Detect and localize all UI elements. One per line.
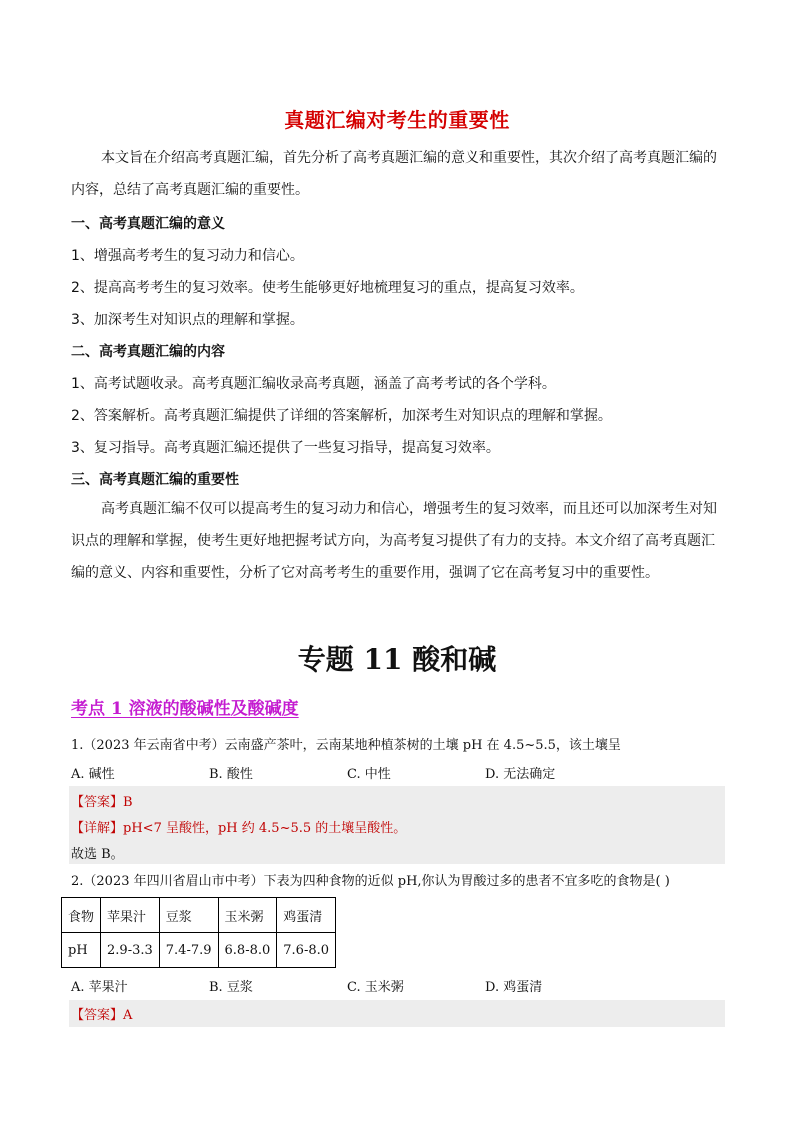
- table-row: [62, 898, 336, 933]
- table-cell: 6.8-8.0: [218, 933, 277, 968]
- topic-title: 专题 11 酸和碱: [297, 643, 497, 676]
- table-cell: 玉米粥: [218, 898, 277, 933]
- table-cell: 2.9-3.3: [101, 933, 160, 968]
- question-2-stem: 2.（2023 年四川省眉山市中考）下表为四种食物的近似 pH,你认为胃酸过多的患者不宜多吃的食物是( ): [71, 874, 670, 889]
- answer-tag: 【答案】: [71, 795, 124, 810]
- section1-item: 1、增强高考考生的复习动力和信心。: [71, 248, 304, 264]
- question-1-option-d: D. 无法确定: [485, 767, 556, 782]
- question-2-option-b: B. 豆浆: [209, 980, 253, 995]
- section3-heading: 三、高考真题汇编的重要性: [71, 472, 239, 488]
- intro-summary: 本文旨在介绍高考真题汇编，首先分析了高考真题汇编的意义和重要性，其次介绍了高考真题汇编的内容，总结了高考真题汇编的重要性。: [71, 150, 717, 198]
- table-cell: pH: [62, 933, 101, 968]
- detail-tag: 【详解】: [71, 821, 124, 836]
- question-2-option-c: C. 玉米粥: [347, 980, 404, 995]
- section1-item: 3、加深考生对知识点的理解和掌握。: [71, 312, 304, 328]
- question-2-option-d: D. 鸡蛋清: [485, 980, 543, 995]
- table-cell: 豆浆: [159, 898, 218, 933]
- table-cell: 7.6-8.0: [277, 933, 336, 968]
- conclusion-line-1: 故选 B。: [71, 847, 124, 862]
- table-cell: 鸡蛋清: [277, 898, 336, 933]
- answer-block-2: [69, 1000, 725, 1027]
- question-1-option-a: A. 碱性: [71, 767, 115, 782]
- table-cell: 食物: [62, 898, 101, 933]
- section1-heading: 一、高考真题汇编的意义: [71, 216, 225, 232]
- section1-item: 2、提高高考考生的复习效率。使考生能够更好地梳理复习的重点，提高复习效率。: [71, 280, 584, 296]
- question-2-option-a: A. 苹果汁: [71, 980, 128, 995]
- answer-value: B: [123, 795, 133, 810]
- section2-heading: 二、高考真题汇编的内容: [71, 344, 225, 360]
- detail-text: pH<7 呈酸性，pH 约 4.5~5.5 的土壤呈酸性。: [123, 821, 407, 836]
- table-row: [62, 933, 336, 968]
- answer-tag: 【答案】: [71, 1008, 124, 1023]
- page-title: 真题汇编对考生的重要性: [284, 108, 510, 132]
- section2-item: 2、答案解析。高考真题汇编提供了详细的答案解析，加深考生对知识点的理解和掌握。: [71, 408, 612, 424]
- answer-line-1: [71, 791, 133, 810]
- section2-item: 3、复习指导。高考真题汇编还提供了一些复习指导，提高复习效率。: [71, 440, 500, 456]
- answer-value: A: [123, 1008, 133, 1023]
- question-1-option-b: B. 酸性: [209, 767, 253, 782]
- table-cell: 7.4-7.9: [159, 933, 218, 968]
- ph-table: [61, 897, 336, 968]
- kaodian-heading: 考点 1 溶液的酸碱性及酸碱度: [71, 699, 299, 719]
- detail-line-1: [71, 817, 406, 836]
- answer-line-2: [71, 1004, 132, 1023]
- question-1-option-c: C. 中性: [347, 767, 391, 782]
- section2-item: 1、高考试题收录。高考真题汇编收录高考真题，涵盖了高考考试的各个学科。: [71, 376, 556, 392]
- table-cell: 苹果汁: [101, 898, 160, 933]
- question-1-stem: 1.（2023 年云南省中考）云南盛产茶叶，云南某地种植茶树的土壤 pH 在 4.5~5.5，该土壤呈: [71, 738, 621, 753]
- conclusion-paragraph: 高考真题汇编不仅可以提高考生的复习动力和信心，增强考生的复习效率，而且还可以加深考生对知识点的理解和掌握，使考生更好地把握考试方向，为高考复习提供了有力的支持。本文介绍了高考真题汇编的意义、内容和重要性，分析了它对高考考生的重要作用，强调了它在高考复习中的重要性。: [71, 501, 717, 581]
